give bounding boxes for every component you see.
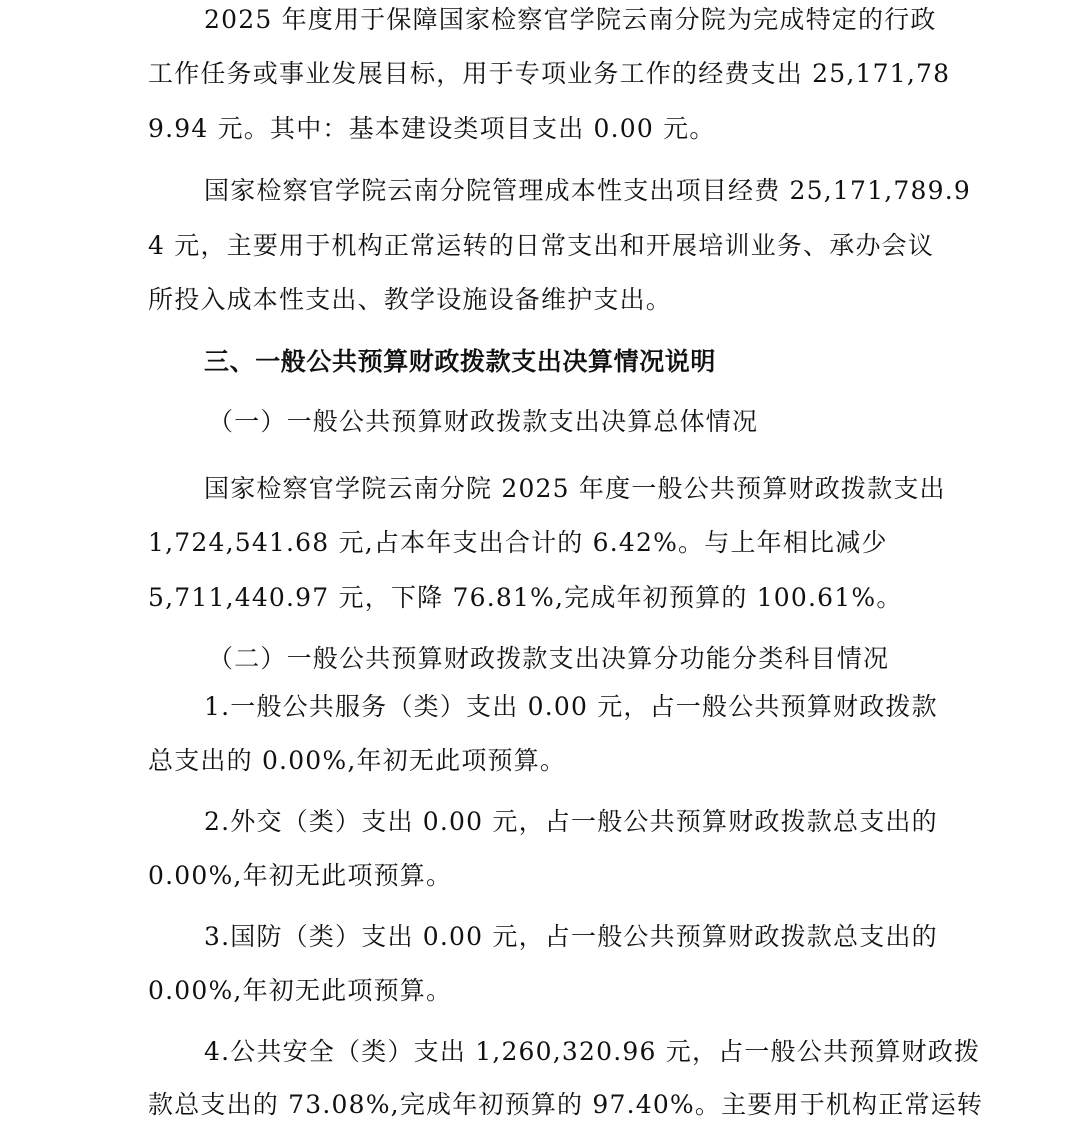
text-line: 1,724,541.68 元,占本年支出合计的 6.42%。与上年相比减少 (148, 528, 888, 557)
subsection-heading: （二）一般公共预算财政拨款支出决算分功能分类科目情况 (208, 644, 890, 673)
text-line: 4.公共安全（类）支出 1,260,320.96 元，占一般公共预算财政拨 (204, 1037, 981, 1066)
document-page (148, 0, 984, 1121)
text-line: 5,711,440.97 元，下降 76.81%,完成年初预算的 100.61%。 (148, 583, 903, 612)
text-line: 4 元，主要用于机构正常运转的日常支出和开展培训业务、承办会议 (148, 231, 935, 260)
text-line: 2025 年度用于保障国家检察官学院云南分院为完成特定的行政 (204, 5, 937, 34)
text-line: 9.94 元。其中：基本建设类项目支出 0.00 元。 (148, 114, 716, 143)
text-line: 0.00%,年初无此项预算。 (148, 861, 453, 890)
text-line: 国家检察官学院云南分院 2025 年度一般公共预算财政拨款支出 (204, 474, 946, 503)
subsection-heading: （一）一般公共预算财政拨款支出决算总体情况 (208, 407, 759, 436)
text-line: 国家检察官学院云南分院管理成本性支出项目经费 25,171,789.9 (204, 176, 971, 205)
section-heading: 三、一般公共预算财政拨款支出决算情况说明 (204, 347, 717, 376)
text-line: 1.一般公共服务（类）支出 0.00 元，占一般公共预算财政拨款 (204, 692, 938, 721)
text-line: 总支出的 0.00%,年初无此项预算。 (148, 746, 567, 775)
text-line: 所投入成本性支出、教学设施设备维护支出。 (148, 285, 673, 314)
text-line: 3.国防（类）支出 0.00 元，占一般公共预算财政拨款总支出的 (204, 922, 938, 951)
text-line: 0.00%,年初无此项预算。 (148, 976, 453, 1005)
text-line: 款总支出的 73.08%,完成年初预算的 97.40%。主要用于机构正常运转 (148, 1090, 984, 1119)
text-line: 2.外交（类）支出 0.00 元，占一般公共预算财政拨款总支出的 (204, 807, 938, 836)
text-line: 工作任务或事业发展目标，用于专项业务工作的经费支出 25,171,78 (148, 59, 951, 88)
